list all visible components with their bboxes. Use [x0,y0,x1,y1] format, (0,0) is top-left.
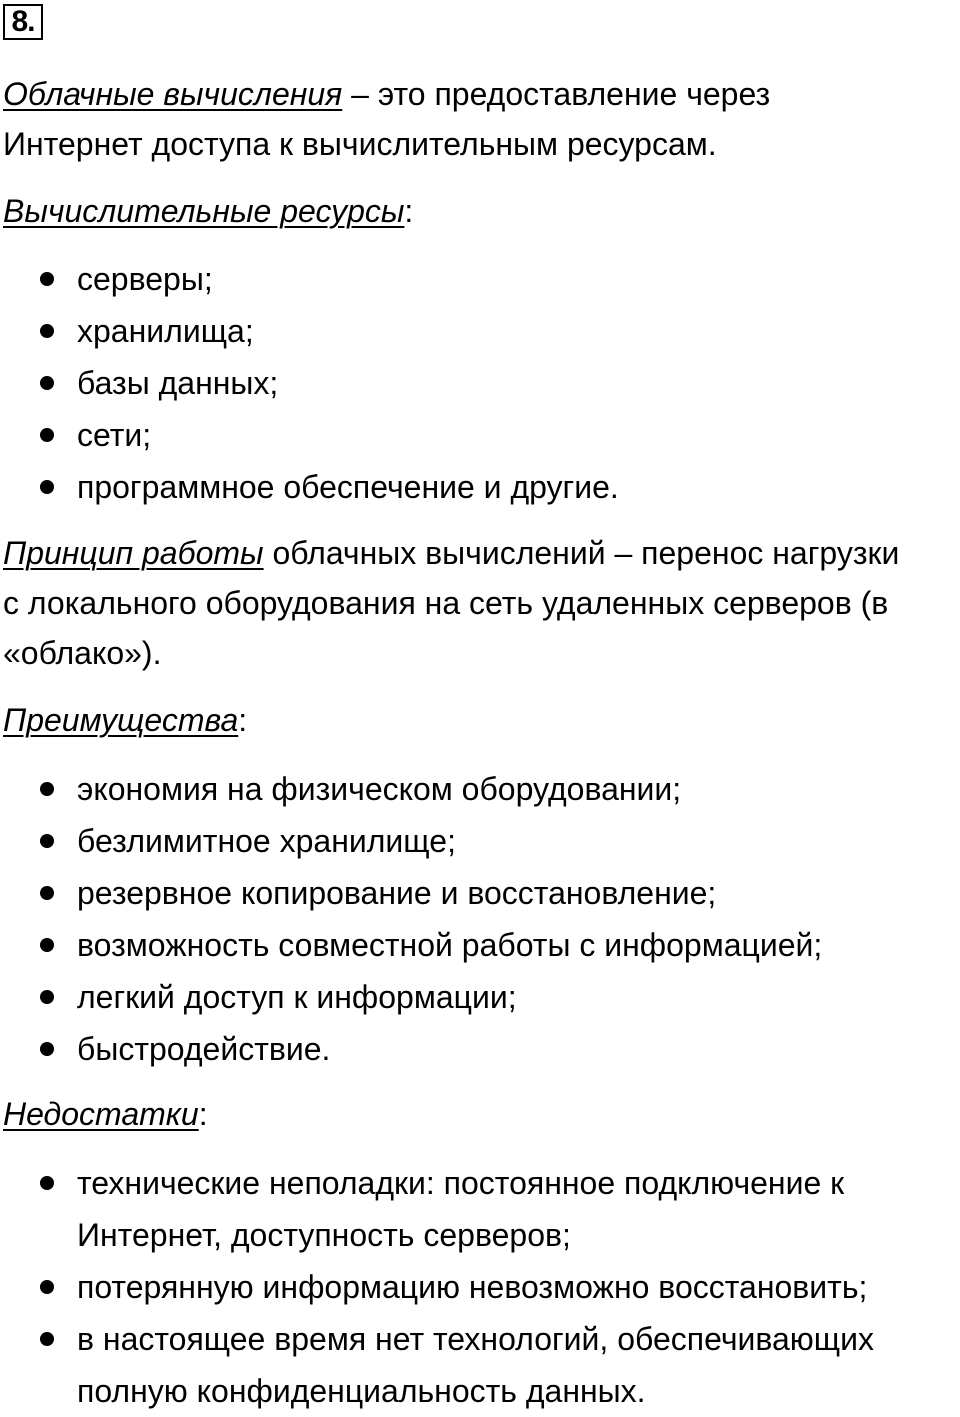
list-item [0,763,960,815]
list-item-text: Интернет, доступность серверов; [77,1217,571,1253]
advantages-colon: : [238,702,248,738]
principle-line-1 [3,528,958,579]
resources-heading: Вычислительные ресурсы [3,193,405,229]
advantages-heading-line [3,695,958,746]
list-item-continuation [0,1209,960,1261]
bullet-icon [40,1332,54,1346]
list-item-text: возможность совместной работы с информацией; [77,927,823,963]
advantages-list [0,763,960,1075]
list-item-text: безлимитное хранилище; [77,823,456,859]
bullet-icon [40,428,54,442]
task-number: 8. [3,4,43,40]
bullet-icon [40,272,54,286]
list-item [0,253,960,305]
list-item [0,971,960,1023]
list-item [0,919,960,971]
definition-term: Облачные вычисления [3,76,343,112]
bullet-icon [40,1280,54,1294]
bullet-icon [40,1176,54,1190]
list-item [0,409,960,461]
list-item-text: потерянную информацию невозможно восстановить; [77,1269,868,1305]
list-item [0,461,960,513]
bullet-icon [40,990,54,1004]
list-item-text: технические неполадки: постоянное подключение к [77,1165,845,1201]
list-item-text: легкий доступ к информации; [77,979,517,1015]
list-item-text: полную конфиденциальность данных. [77,1373,646,1409]
principle-text-1: облачных вычислений – перенос нагрузки [263,535,900,571]
list-item-text: быстродействие. [77,1031,331,1067]
principle-line-3: «облако»). [3,635,162,671]
bullet-icon [40,834,54,848]
principle-term: Принцип работы [3,535,264,571]
bullet-icon [40,782,54,796]
list-item [0,1157,960,1209]
disadvantages-colon: : [198,1096,208,1132]
list-item [0,867,960,919]
bullet-icon [40,1042,54,1056]
resources-heading-line [3,186,958,237]
disadvantages-list [0,1157,960,1417]
principle-line-2: с локального оборудования на сеть удаленных серверов (в [3,585,889,621]
definition-line-2: Интернет доступа к вычислительным ресурсам. [3,126,717,162]
bullet-icon [40,886,54,900]
list-item-text: базы данных; [77,365,279,401]
bullet-icon [40,938,54,952]
list-item-text: хранилища; [77,313,254,349]
list-item-text: программное обеспечение и другие. [77,469,619,505]
list-item [0,1313,960,1365]
list-item-text: серверы; [77,261,213,297]
list-item [0,1261,960,1313]
list-item-continuation [0,1365,960,1417]
list-item [0,357,960,409]
disadvantages-heading-line [3,1089,958,1140]
list-item-text: в настоящее время нет технологий, обеспечивающих [77,1321,874,1357]
resources-colon: : [404,193,414,229]
bullet-icon [40,324,54,338]
list-item-text: экономия на физическом оборудовании; [77,771,682,807]
definition-line-1 [3,69,958,120]
list-item [0,1023,960,1075]
disadvantages-heading: Недостатки [3,1096,199,1132]
resources-list [0,253,960,513]
list-item-text: резервное копирование и восстановление; [77,875,717,911]
advantages-heading: Преимущества [3,702,239,738]
list-item [0,305,960,357]
bullet-icon [40,480,54,494]
list-item-text: сети; [77,417,152,453]
definition-text-1: – это предоставление через [342,76,771,112]
bullet-icon [40,376,54,390]
list-item [0,815,960,867]
